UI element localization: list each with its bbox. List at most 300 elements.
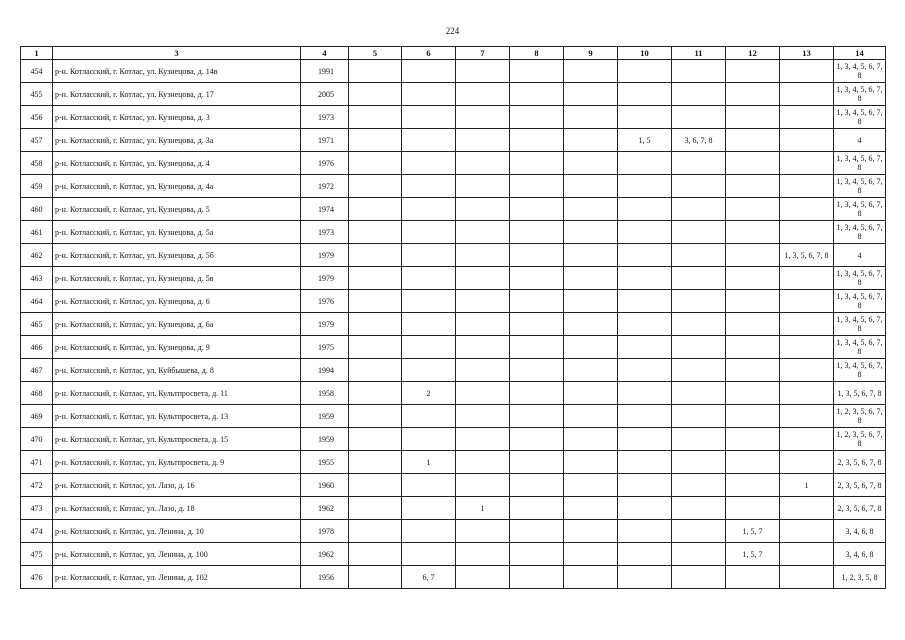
cell-col-8	[510, 267, 564, 290]
cell-col-5	[349, 175, 402, 198]
cell-row-number: 473	[21, 497, 53, 520]
cell-col-9	[564, 382, 618, 405]
cell-col-11	[672, 267, 726, 290]
cell-address: р-н. Котласский, г. Котлас, ул. Кузнецова, д. 17	[53, 83, 301, 106]
cell-col-11	[672, 290, 726, 313]
cell-year: 1975	[301, 336, 349, 359]
cell-col-11	[672, 474, 726, 497]
cell-col-10	[618, 106, 672, 129]
cell-address: р-н. Котласский, г. Котлас, ул. Кузнецова, д. 4а	[53, 175, 301, 198]
cell-col-8	[510, 290, 564, 313]
cell-col-7	[456, 359, 510, 382]
cell-col-7	[456, 405, 510, 428]
cell-col-8	[510, 451, 564, 474]
cell-col-12	[726, 313, 780, 336]
cell-col-11	[672, 198, 726, 221]
cell-col-10	[618, 428, 672, 451]
cell-col-11	[672, 313, 726, 336]
cell-col-6	[402, 497, 456, 520]
cell-year: 1962	[301, 543, 349, 566]
cell-col-14: 1, 3, 4, 5, 6, 7, 8	[834, 221, 886, 244]
cell-address: р-н. Котласский, г. Котлас, ул. Культпросвета, д. 9	[53, 451, 301, 474]
cell-col-13	[780, 267, 834, 290]
cell-col-7	[456, 451, 510, 474]
cell-row-number: 457	[21, 129, 53, 152]
cell-col-11	[672, 428, 726, 451]
cell-year: 1973	[301, 221, 349, 244]
cell-col-8	[510, 313, 564, 336]
cell-address: р-н. Котласский, г. Котлас, ул. Культпросвета, д. 13	[53, 405, 301, 428]
cell-col-13	[780, 60, 834, 83]
cell-col-13	[780, 497, 834, 520]
cell-col-8	[510, 382, 564, 405]
table-row	[21, 267, 886, 290]
cell-year: 1991	[301, 60, 349, 83]
cell-col-13	[780, 152, 834, 175]
column-header-14: 14	[834, 47, 886, 60]
cell-address: р-н. Котласский, г. Котлас, ул. Кузнецова, д. 5в	[53, 267, 301, 290]
table-row	[21, 83, 886, 106]
cell-col-6	[402, 543, 456, 566]
cell-col-5	[349, 129, 402, 152]
cell-col-11	[672, 451, 726, 474]
cell-col-12	[726, 221, 780, 244]
cell-row-number: 464	[21, 290, 53, 313]
cell-col-10	[618, 336, 672, 359]
cell-col-9	[564, 313, 618, 336]
cell-row-number: 471	[21, 451, 53, 474]
cell-col-13	[780, 382, 834, 405]
table-row	[21, 221, 886, 244]
cell-col-12	[726, 566, 780, 589]
cell-row-number: 470	[21, 428, 53, 451]
cell-col-14: 1, 3, 4, 5, 6, 7, 8	[834, 359, 886, 382]
cell-col-9	[564, 152, 618, 175]
cell-col-12	[726, 405, 780, 428]
cell-col-7	[456, 520, 510, 543]
cell-year: 1979	[301, 313, 349, 336]
cell-year: 1976	[301, 152, 349, 175]
cell-year: 1979	[301, 244, 349, 267]
cell-col-6	[402, 175, 456, 198]
cell-col-14: 1, 2, 3, 5, 6, 7, 8	[834, 405, 886, 428]
column-header-12: 12	[726, 47, 780, 60]
cell-col-8	[510, 474, 564, 497]
cell-col-5	[349, 244, 402, 267]
cell-row-number: 458	[21, 152, 53, 175]
cell-year: 1955	[301, 451, 349, 474]
cell-col-13: 1, 3, 5, 6, 7, 8	[780, 244, 834, 267]
cell-col-8	[510, 152, 564, 175]
cell-col-10	[618, 497, 672, 520]
cell-col-5	[349, 267, 402, 290]
cell-row-number: 474	[21, 520, 53, 543]
cell-address: р-н. Котласский, г. Котлас, ул. Кузнецова, д. 6а	[53, 313, 301, 336]
cell-col-7	[456, 106, 510, 129]
cell-address: р-н. Котласский, г. Котлас, ул. Кузнецова, д. 5б	[53, 244, 301, 267]
cell-col-12	[726, 267, 780, 290]
cell-col-10	[618, 152, 672, 175]
cell-col-10	[618, 451, 672, 474]
cell-col-11	[672, 405, 726, 428]
cell-year: 1958	[301, 382, 349, 405]
cell-col-7	[456, 198, 510, 221]
cell-col-13: 1	[780, 474, 834, 497]
cell-col-7	[456, 267, 510, 290]
cell-col-11	[672, 83, 726, 106]
cell-col-12	[726, 60, 780, 83]
cell-col-11	[672, 382, 726, 405]
table-row	[21, 566, 886, 589]
cell-col-8	[510, 566, 564, 589]
cell-col-5	[349, 313, 402, 336]
cell-col-5	[349, 497, 402, 520]
cell-col-6	[402, 290, 456, 313]
cell-col-13	[780, 290, 834, 313]
page-number: 224	[445, 26, 460, 36]
cell-col-10	[618, 405, 672, 428]
cell-col-8	[510, 497, 564, 520]
table-row	[21, 60, 886, 83]
cell-col-6	[402, 520, 456, 543]
table-row	[21, 543, 886, 566]
cell-col-9	[564, 60, 618, 83]
cell-col-9	[564, 474, 618, 497]
cell-year: 1959	[301, 405, 349, 428]
cell-col-14: 1, 3, 4, 5, 6, 7, 8	[834, 60, 886, 83]
cell-col-13	[780, 83, 834, 106]
cell-col-6	[402, 198, 456, 221]
cell-year: 1972	[301, 175, 349, 198]
cell-col-8	[510, 129, 564, 152]
table-row	[21, 428, 886, 451]
cell-col-5	[349, 474, 402, 497]
cell-col-14: 2, 3, 5, 6, 7, 8	[834, 497, 886, 520]
cell-col-8	[510, 359, 564, 382]
cell-col-7	[456, 221, 510, 244]
cell-col-12	[726, 83, 780, 106]
cell-col-12	[726, 244, 780, 267]
cell-col-8	[510, 520, 564, 543]
cell-col-8	[510, 175, 564, 198]
cell-col-12	[726, 152, 780, 175]
cell-col-9	[564, 336, 618, 359]
cell-col-6	[402, 428, 456, 451]
column-header-5: 5	[349, 47, 402, 60]
cell-col-10: 1, 5	[618, 129, 672, 152]
cell-row-number: 454	[21, 60, 53, 83]
table-row	[21, 106, 886, 129]
column-header-8: 8	[510, 47, 564, 60]
cell-col-11	[672, 175, 726, 198]
cell-col-14: 1, 3, 4, 5, 6, 7, 8	[834, 336, 886, 359]
cell-col-9	[564, 543, 618, 566]
cell-col-9	[564, 405, 618, 428]
cell-col-9	[564, 267, 618, 290]
cell-col-11	[672, 543, 726, 566]
table-row	[21, 405, 886, 428]
cell-col-7	[456, 290, 510, 313]
cell-col-13	[780, 451, 834, 474]
cell-col-10	[618, 175, 672, 198]
cell-col-12: 1, 5, 7	[726, 520, 780, 543]
cell-col-10	[618, 83, 672, 106]
table-row	[21, 175, 886, 198]
cell-col-9	[564, 198, 618, 221]
cell-col-7	[456, 336, 510, 359]
cell-address: р-н. Котласский, г. Котлас, ул. Кузнецова, д. 4	[53, 152, 301, 175]
cell-row-number: 462	[21, 244, 53, 267]
cell-col-14: 1, 2, 3, 5, 8	[834, 566, 886, 589]
cell-col-6	[402, 60, 456, 83]
cell-col-12	[726, 175, 780, 198]
column-header-11: 11	[672, 47, 726, 60]
cell-col-12	[726, 451, 780, 474]
cell-col-5	[349, 382, 402, 405]
cell-col-13	[780, 566, 834, 589]
cell-row-number: 468	[21, 382, 53, 405]
cell-col-9	[564, 566, 618, 589]
cell-col-12	[726, 359, 780, 382]
cell-address: р-н. Котласский, г. Котлас, ул. Куйбышева, д. 8	[53, 359, 301, 382]
cell-col-7	[456, 313, 510, 336]
cell-row-number: 459	[21, 175, 53, 198]
cell-year: 1978	[301, 520, 349, 543]
cell-col-10	[618, 566, 672, 589]
cell-col-14: 1, 3, 4, 5, 6, 7, 8	[834, 313, 886, 336]
cell-col-5	[349, 198, 402, 221]
cell-col-12	[726, 382, 780, 405]
cell-col-5	[349, 359, 402, 382]
cell-col-9	[564, 290, 618, 313]
cell-col-14: 4	[834, 129, 886, 152]
cell-col-6: 6, 7	[402, 566, 456, 589]
cell-col-5	[349, 106, 402, 129]
cell-row-number: 455	[21, 83, 53, 106]
cell-year: 1973	[301, 106, 349, 129]
cell-col-13	[780, 336, 834, 359]
cell-col-6	[402, 359, 456, 382]
cell-col-9	[564, 129, 618, 152]
cell-row-number: 460	[21, 198, 53, 221]
cell-col-13	[780, 221, 834, 244]
cell-col-6	[402, 152, 456, 175]
cell-col-13	[780, 428, 834, 451]
cell-address: р-н. Котласский, г. Котлас, ул. Ленина, д. 100	[53, 543, 301, 566]
cell-col-10	[618, 359, 672, 382]
cell-col-10	[618, 520, 672, 543]
cell-col-14: 1, 3, 4, 5, 6, 7, 8	[834, 175, 886, 198]
cell-col-6	[402, 336, 456, 359]
cell-col-12	[726, 290, 780, 313]
cell-row-number: 469	[21, 405, 53, 428]
cell-col-5	[349, 290, 402, 313]
cell-col-13	[780, 520, 834, 543]
cell-col-14: 1, 3, 4, 5, 6, 7, 8	[834, 106, 886, 129]
cell-col-8	[510, 221, 564, 244]
cell-year: 1994	[301, 359, 349, 382]
cell-year: 2005	[301, 83, 349, 106]
cell-col-9	[564, 359, 618, 382]
cell-address: р-н. Котласский, г. Котлас, ул. Кузнецова, д. 3	[53, 106, 301, 129]
cell-year: 1960	[301, 474, 349, 497]
cell-col-6	[402, 405, 456, 428]
cell-col-5	[349, 83, 402, 106]
cell-year: 1979	[301, 267, 349, 290]
cell-col-9	[564, 451, 618, 474]
table-row	[21, 244, 886, 267]
column-header-6: 6	[402, 47, 456, 60]
cell-col-14: 1, 3, 4, 5, 6, 7, 8	[834, 152, 886, 175]
table-row	[21, 336, 886, 359]
cell-col-9	[564, 83, 618, 106]
table-row	[21, 497, 886, 520]
cell-col-7	[456, 175, 510, 198]
cell-col-7	[456, 428, 510, 451]
cell-col-5	[349, 520, 402, 543]
cell-col-14: 4	[834, 244, 886, 267]
cell-col-7	[456, 382, 510, 405]
table-row	[21, 382, 886, 405]
cell-col-7	[456, 129, 510, 152]
cell-col-11	[672, 106, 726, 129]
cell-col-11	[672, 244, 726, 267]
table-row	[21, 359, 886, 382]
cell-col-6	[402, 267, 456, 290]
cell-col-5	[349, 152, 402, 175]
cell-col-11	[672, 60, 726, 83]
cell-row-number: 461	[21, 221, 53, 244]
cell-col-9	[564, 106, 618, 129]
cell-col-10	[618, 267, 672, 290]
cell-col-5	[349, 566, 402, 589]
housing-table	[20, 46, 886, 589]
cell-col-14: 2, 3, 5, 6, 7, 8	[834, 451, 886, 474]
cell-col-8	[510, 405, 564, 428]
cell-col-8	[510, 336, 564, 359]
cell-col-8	[510, 428, 564, 451]
cell-col-14: 1, 3, 4, 5, 6, 7, 8	[834, 290, 886, 313]
cell-col-12	[726, 198, 780, 221]
cell-col-13	[780, 175, 834, 198]
cell-col-6	[402, 221, 456, 244]
cell-year: 1959	[301, 428, 349, 451]
cell-col-13	[780, 106, 834, 129]
table-row	[21, 290, 886, 313]
table-row	[21, 198, 886, 221]
table-body	[21, 60, 886, 589]
cell-row-number: 475	[21, 543, 53, 566]
cell-col-5	[349, 60, 402, 83]
cell-col-10	[618, 221, 672, 244]
cell-col-9	[564, 244, 618, 267]
cell-col-7	[456, 474, 510, 497]
cell-col-5	[349, 543, 402, 566]
column-header-7: 7	[456, 47, 510, 60]
cell-col-12	[726, 336, 780, 359]
cell-col-6	[402, 83, 456, 106]
table-row	[21, 313, 886, 336]
cell-col-13	[780, 405, 834, 428]
cell-col-10	[618, 244, 672, 267]
cell-col-9	[564, 175, 618, 198]
cell-year: 1976	[301, 290, 349, 313]
cell-col-9	[564, 428, 618, 451]
cell-row-number: 467	[21, 359, 53, 382]
cell-address: р-н. Котласский, г. Котлас, ул. Лазо, д. 18	[53, 497, 301, 520]
cell-col-6: 2	[402, 382, 456, 405]
cell-row-number: 456	[21, 106, 53, 129]
cell-col-11: 3, 6, 7, 8	[672, 129, 726, 152]
cell-row-number: 463	[21, 267, 53, 290]
cell-col-8	[510, 83, 564, 106]
column-header-10: 10	[618, 47, 672, 60]
table-row	[21, 474, 886, 497]
cell-address: р-н. Котласский, г. Котлас, ул. Ленина, д. 102	[53, 566, 301, 589]
cell-col-8	[510, 106, 564, 129]
column-header-13: 13	[780, 47, 834, 60]
cell-col-14: 1, 3, 4, 5, 6, 7, 8	[834, 267, 886, 290]
cell-col-6	[402, 129, 456, 152]
cell-col-11	[672, 336, 726, 359]
cell-col-10	[618, 543, 672, 566]
table-row	[21, 152, 886, 175]
cell-col-14: 3, 4, 6, 8	[834, 543, 886, 566]
cell-col-10	[618, 60, 672, 83]
cell-col-6	[402, 244, 456, 267]
cell-col-10	[618, 313, 672, 336]
cell-col-11	[672, 497, 726, 520]
cell-col-8	[510, 60, 564, 83]
cell-col-5	[349, 451, 402, 474]
cell-col-13	[780, 129, 834, 152]
column-header-9: 9	[564, 47, 618, 60]
cell-address: р-н. Котласский, г. Котлас, ул. Лазо, д. 16	[53, 474, 301, 497]
header-row	[21, 47, 886, 60]
cell-year: 1971	[301, 129, 349, 152]
cell-col-13	[780, 198, 834, 221]
cell-col-7: 1	[456, 497, 510, 520]
column-header-1: 1	[21, 47, 53, 60]
cell-col-11	[672, 152, 726, 175]
cell-col-14: 1, 2, 3, 5, 6, 7, 8	[834, 428, 886, 451]
cell-col-13	[780, 359, 834, 382]
cell-col-6	[402, 313, 456, 336]
cell-col-13	[780, 543, 834, 566]
cell-address: р-н. Котласский, г. Котлас, ул. Кузнецова, д. 5а	[53, 221, 301, 244]
cell-col-8	[510, 244, 564, 267]
cell-col-12	[726, 129, 780, 152]
cell-row-number: 465	[21, 313, 53, 336]
cell-col-11	[672, 221, 726, 244]
cell-col-5	[349, 428, 402, 451]
cell-row-number: 466	[21, 336, 53, 359]
cell-col-12	[726, 428, 780, 451]
cell-col-7	[456, 566, 510, 589]
cell-col-12: 1, 5, 7	[726, 543, 780, 566]
cell-address: р-н. Котласский, г. Котлас, ул. Ленина, д. 10	[53, 520, 301, 543]
column-header-3: 3	[53, 47, 301, 60]
cell-col-9	[564, 221, 618, 244]
cell-col-8	[510, 198, 564, 221]
cell-col-11	[672, 520, 726, 543]
cell-col-5	[349, 405, 402, 428]
cell-row-number: 476	[21, 566, 53, 589]
cell-address: р-н. Котласский, г. Котлас, ул. Культпросвета, д. 11	[53, 382, 301, 405]
cell-col-8	[510, 543, 564, 566]
table-row	[21, 451, 886, 474]
cell-address: р-н. Котласский, г. Котлас, ул. Кузнецова, д. 9	[53, 336, 301, 359]
